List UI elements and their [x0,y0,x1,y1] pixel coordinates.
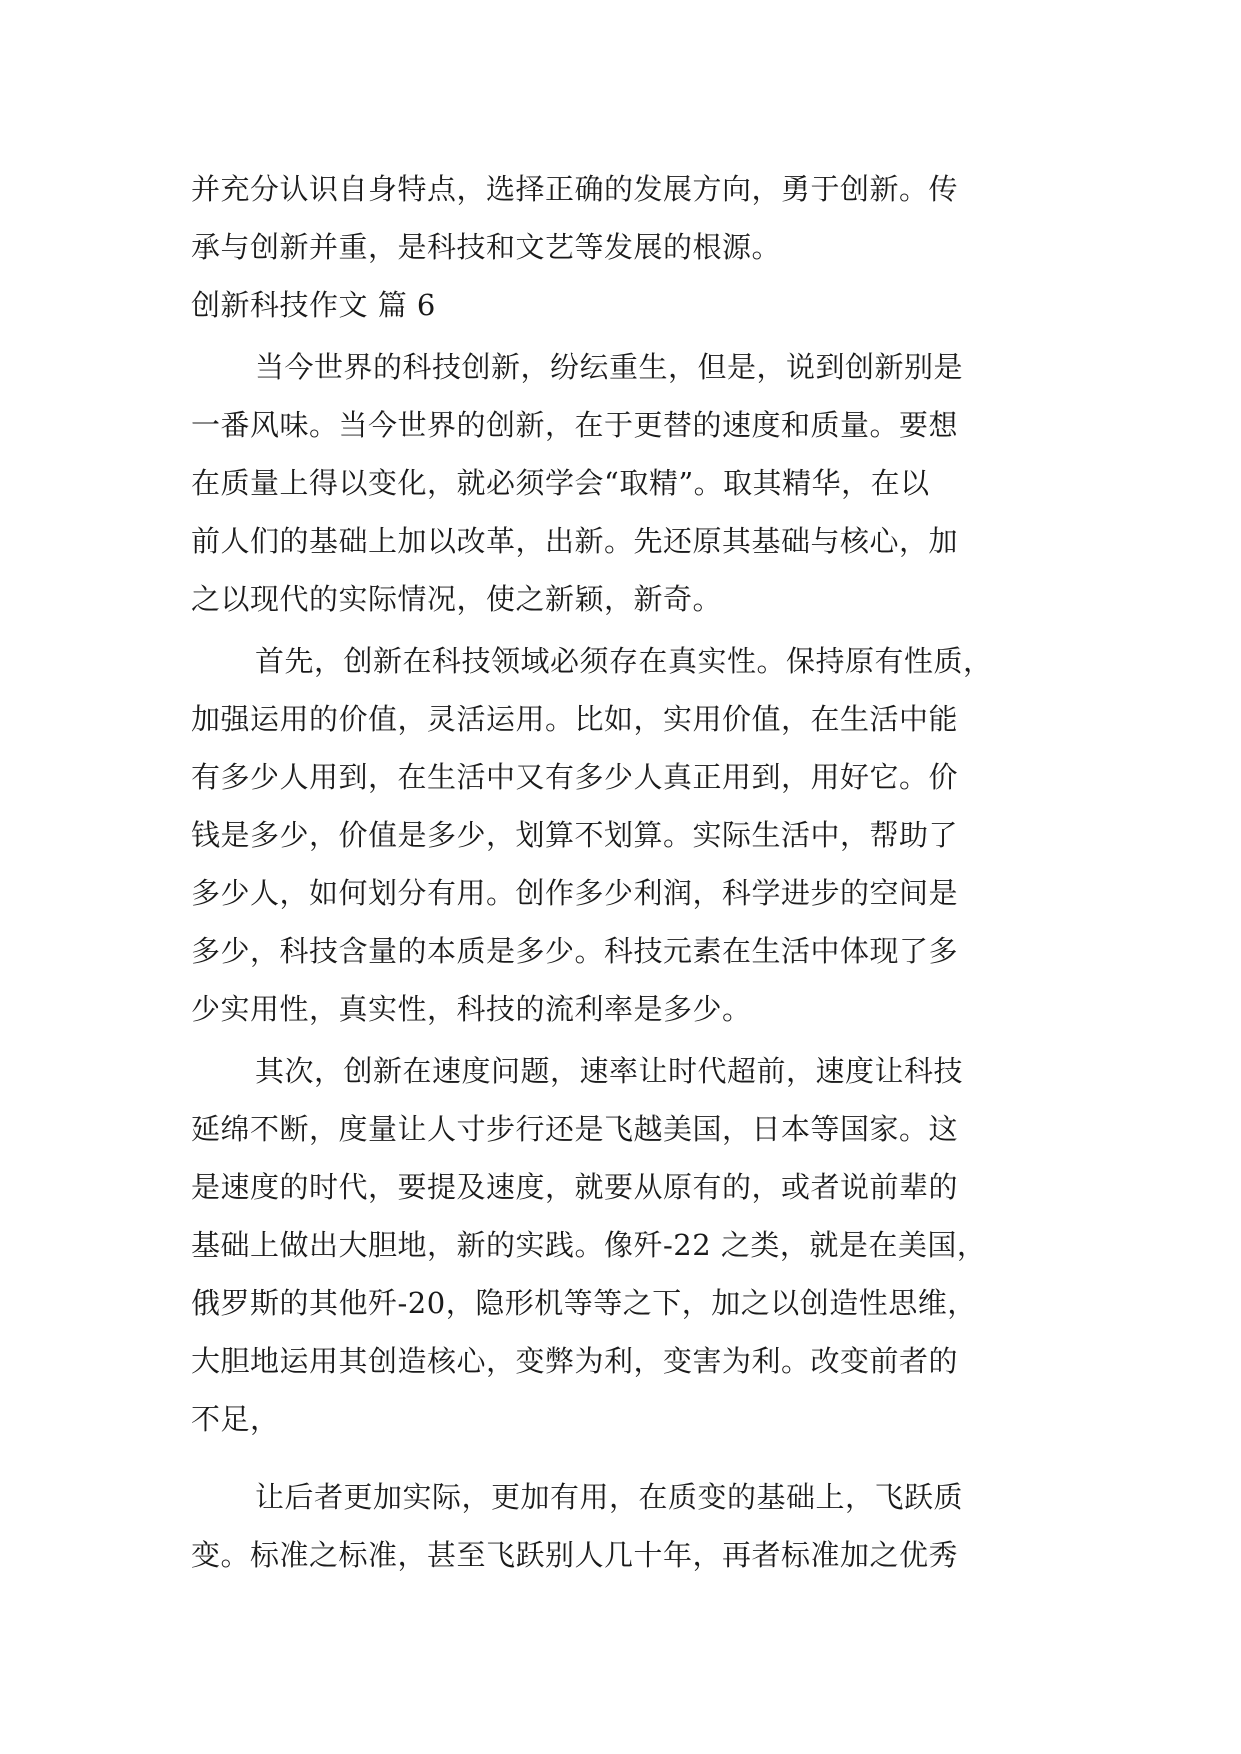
document-body [191,160,1051,1584]
text-line: 俄罗斯的其他歼-20，隐形机等等之下，加之以创造性思维， [191,1286,977,1320]
text-line: 首先，创新在科技领域必须存在真实性。保持原有性质， [255,644,993,678]
text-line: 多少，科技含量的本质是多少。科技元素在生活中体现了多 [191,934,959,968]
text-line: 是速度的时代，要提及速度，就要从原有的，或者说前辈的 [191,1170,959,1204]
body-paragraph-3 [191,1042,1051,1448]
body-paragraph-1 [191,338,1051,628]
text-line: 大胆地运用其创造核心，变弊为利，变害为利。改变前者的 [191,1344,959,1378]
text-line: 当今世界的科技创新，纷纭重生，但是，说到创新别是 [255,350,964,384]
text-line: 变。标准之标准，甚至飞跃别人几十年，再者标准加之优秀 [191,1538,959,1572]
text-line: 钱是多少，价值是多少，划算不划算。实际生活中，帮助了 [191,818,959,852]
body-paragraph-4 [191,1468,1051,1584]
text-line: 一番风味。当今世界的创新，在于更替的速度和质量。要想 [191,408,959,442]
body-paragraph-2 [191,632,1051,1038]
intro-paragraph [191,160,1051,276]
text-line: 并充分认识自身特点，选择正确的发展方向，勇于创新。传 [191,172,959,206]
text-line: 前人们的基础上加以改革，出新。先还原其基础与核心，加 [191,524,959,558]
text-line: 延绵不断，度量让人寸步行还是飞越美国，日本等国家。这 [191,1112,959,1146]
text-line: 其次，创新在速度问题，速率让时代超前，速度让科技 [255,1054,964,1088]
text-line: 多少人，如何划分有用。创作多少利润，科学进步的空间是 [191,876,959,910]
text-line: 让后者更加实际，更加有用，在质变的基础上，飞跃质 [255,1480,964,1514]
text-line: 在质量上得以变化，就必须学会“取精”。取其精华，在以 [191,466,930,500]
text-line: 加强运用的价值，灵活运用。比如，实用价值，在生活中能 [191,702,959,736]
text-line: 基础上做出大胆地，新的实践。像歼-22 之类，就是在美国， [191,1228,987,1262]
section-heading: 创新科技作文 篇 6 [191,288,436,322]
text-line: 承与创新并重，是科技和文艺等发展的根源。 [191,230,782,264]
text-line: 不足， [191,1402,280,1436]
text-line: 之以现代的实际情况，使之新颖，新奇。 [191,582,723,616]
text-line: 有多少人用到，在生活中又有多少人真正用到，用好它。价 [191,760,959,794]
text-line: 少实用性，真实性，科技的流利率是多少。 [191,992,752,1026]
